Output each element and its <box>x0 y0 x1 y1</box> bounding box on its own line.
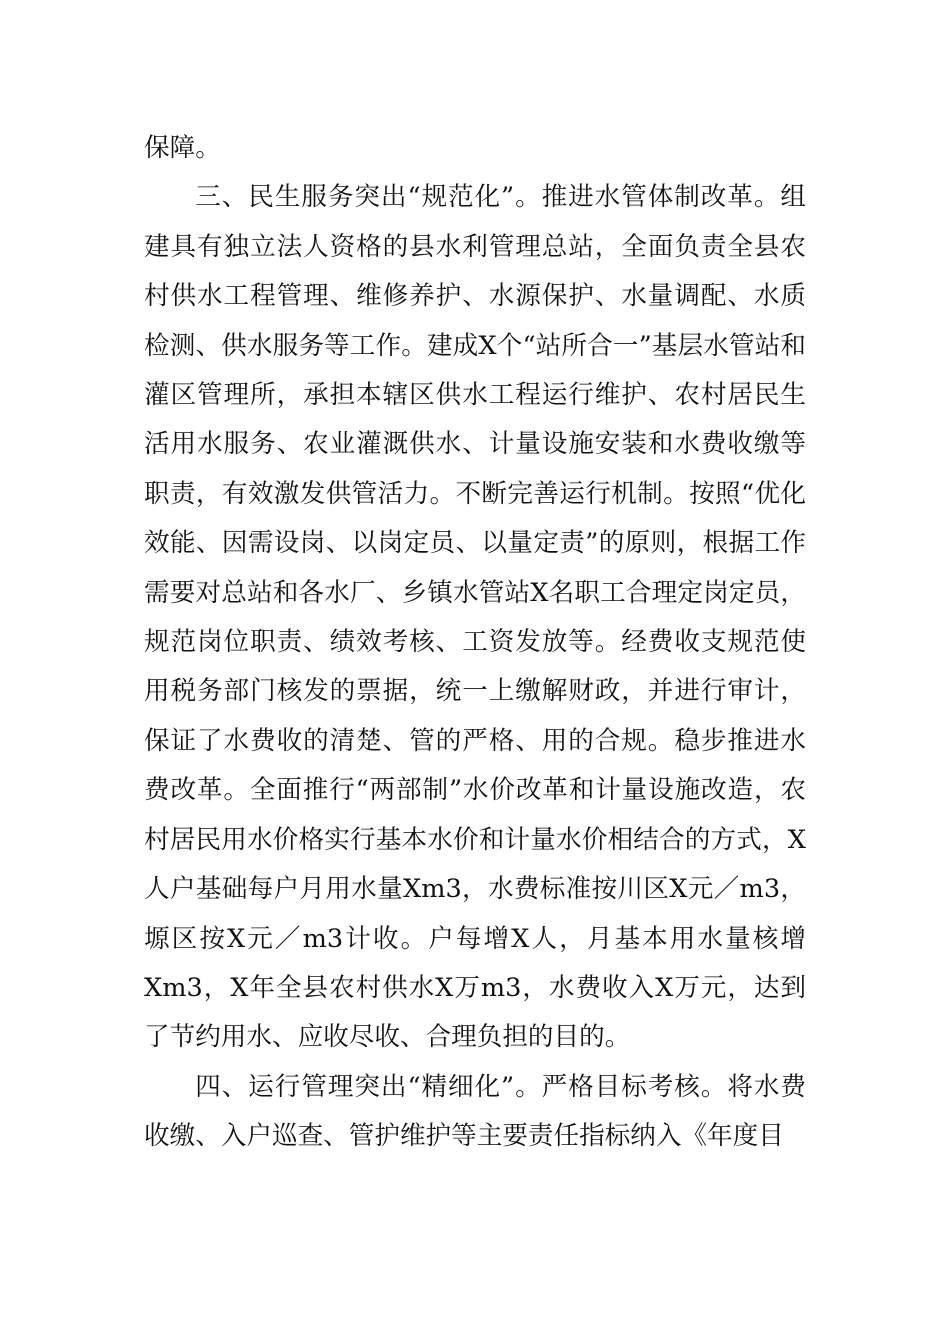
paragraph-section-three: 三、民生服务突出“规范化”。推进水管体制改革。组建具有独立法人资格的县水利管理总站，全面负责全县农村供水工程管理、维修养护、水源保护、水量调配、水质检测、供水服务等工作。建成X个“站所合一”基层水管站和灌区管理所，承担本辖区供水工程运行维护、农村居民生活用水服务、农业灌溉供水、计量设施安装和水费收缴等职责，有效激发供管活力。不断完善运行机制。按照“优化效能、因需设岗、以岗定员、以量定责”的原则，根据工作需要对总站和各水厂、乡镇水管站X名职工合理定岗定员，规范岗位职责、绩效考核、工资发放等。经费收支规范使用税务部门核发的票据，统一上缴解财政，并进行审计，保证了水费收的清楚、管的严格、用的合规。稳步推进水费改革。全面推行“两部制”水价改革和计量设施改造，农村居民用水价格实行基本水价和计量水价相结合的方式，X人户基础每户月用水量Xm3，水费标准按川区X元／m3，塬区按X元／m3计收。户每增X人，月基本用水量核增Xm3，X年全县农村供水X万m3，水费收入X万元，达到了节约用水、应收尽收、合理负担的目的。 <box>144 182 806 1053</box>
paragraph-section-four: 四、运行管理突出“精细化”。严格目标考核。将水费收缴、入户巡查、管护维护等主要责任指标纳入《年度目 <box>144 1071 806 1152</box>
document-body <box>144 124 806 1162</box>
paragraph-continuation: 保障。 <box>144 133 221 163</box>
